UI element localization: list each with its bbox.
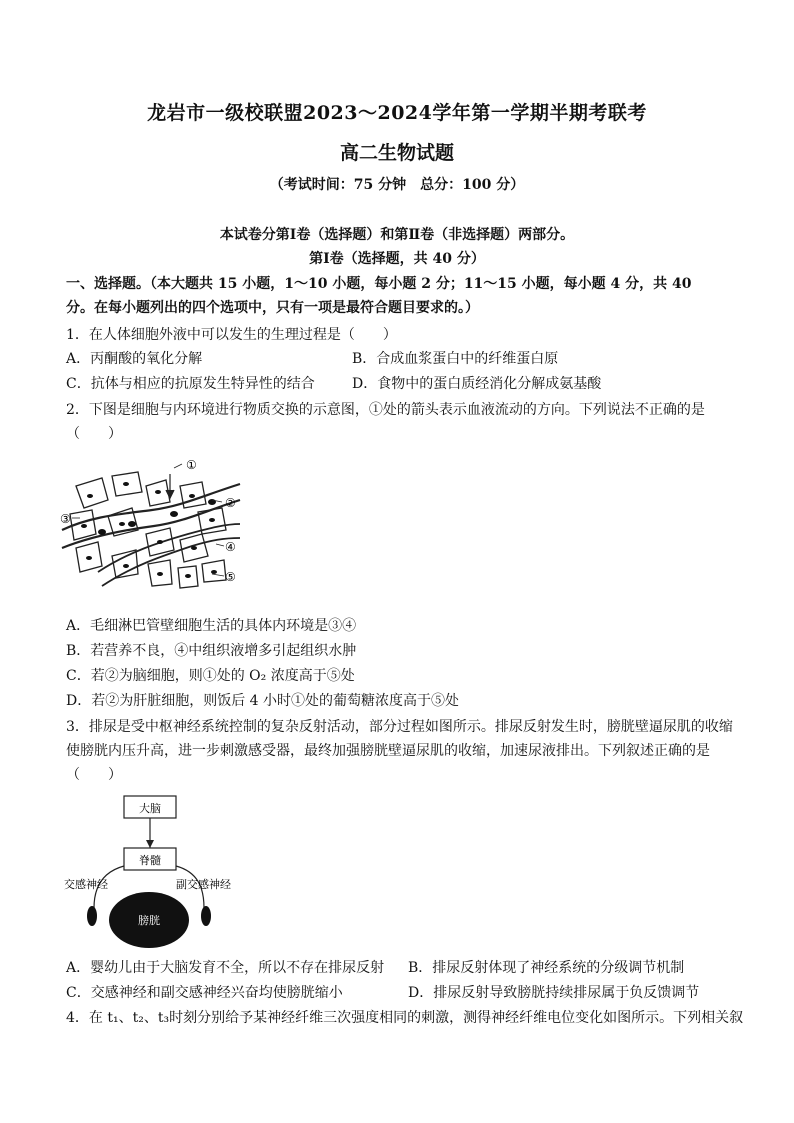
q1-stem: 1．在人体细胞外液中可以发生的生理过程是（ ） — [66, 327, 397, 343]
exam-title: 龙岩市一级校联盟2023～2024学年第一学期半期考联考 — [147, 102, 647, 124]
tissue-exchange-diagram — [62, 456, 242, 596]
q3-option-a: A．婴幼儿由于大脑发育不全，所以不存在排尿反射 — [66, 960, 385, 976]
q3-stem-line1: 3．排尿是受中枢神经系统控制的复杂反射活动，部分过程如图所示。排尿反射发生时，膀胱壁逼尿肌的收缩 — [66, 719, 733, 735]
q3-option-c: C．交感神经和副交感神经兴奋均使膀胱缩小 — [66, 985, 343, 1001]
q2-stem-line1: 2．下图是细胞与内环境进行物质交换的示意图，①处的箭头表示血液流动的方向。下列说法不正确的是 — [66, 402, 705, 418]
sympathetic-nerve-label: 交感神经 — [64, 878, 108, 891]
q2-stem-line2: （ ） — [66, 426, 122, 442]
urination-reflex-diagram — [62, 792, 252, 952]
section-instructions-line1: 一、选择题。（本大题共 15 小题，1～10 小题，每小题 2 分；11～15 小题，每小题 4 分，共 40 — [66, 276, 692, 292]
q2-option-a: A．毛细淋巴管壁细胞生活的具体内环境是③④ — [66, 618, 357, 634]
diagram-label-3: ③ — [60, 512, 71, 526]
brain-label: 大脑 — [139, 802, 161, 815]
q4-stem-line1: 4．在 t₁、t₂、t₃时刻分别给予某神经纤维三次强度相同的刺激，测得神经纤维电位变化如图所示。下列相关叙 — [66, 1010, 744, 1026]
q1-option-b: B．合成血浆蛋白中的纤维蛋白原 — [352, 351, 559, 367]
diagram-label-4: ④ — [225, 540, 236, 554]
q2-option-c: C．若②为脑细胞，则①处的 O₂ 浓度高于⑤处 — [66, 668, 355, 684]
parasympathetic-nerve-label: 副交感神经 — [176, 878, 231, 891]
q1-option-a: A．丙酮酸的氧化分解 — [66, 351, 203, 367]
exam-info: （考试时间：75 分钟 总分：100 分） — [269, 177, 525, 193]
section-instructions-line2: 分。在每小题列出的四个选项中，只有一项是最符合题目要求的。） — [66, 300, 479, 316]
diagram-label-2: ② — [225, 496, 236, 510]
q1-option-d: D．食物中的蛋白质经消化分解成氨基酸 — [352, 376, 602, 392]
diagram-label-5: ⑤ — [225, 570, 236, 584]
bladder-label: 膀胱 — [138, 914, 160, 927]
q3-stem-line3: （ ） — [66, 767, 122, 783]
q2-option-d: D．若②为肝脏细胞，则饭后 4 小时①处的葡萄糖浓度高于⑤处 — [66, 693, 460, 709]
q3-option-d: D．排尿反射导致膀胱持续排尿属于负反馈调节 — [408, 985, 700, 1001]
q1-option-c: C．抗体与相应的抗原发生特异性的结合 — [66, 376, 315, 392]
part1-heading: 第Ⅰ卷（选择题，共 40 分） — [309, 251, 485, 267]
spinal-cord-label: 脊髓 — [139, 854, 161, 867]
paper-parts-note: 本试卷分第Ⅰ卷（选择题）和第Ⅱ卷（非选择题）两部分。 — [219, 227, 575, 243]
q2-option-b: B．若营养不良，④中组织液增多引起组织水肿 — [66, 643, 357, 659]
diagram-label-1: ① — [186, 458, 197, 472]
exam-subtitle: 高二生物试题 — [339, 142, 454, 164]
q3-stem-line2: 使膀胱内压升高，进一步刺激感受器，最终加强膀胱壁逼尿肌的收缩，加速尿液排出。下列叙述正确的是 — [66, 743, 710, 759]
q3-option-b: B．排尿反射体现了神经系统的分级调节机制 — [408, 960, 685, 976]
